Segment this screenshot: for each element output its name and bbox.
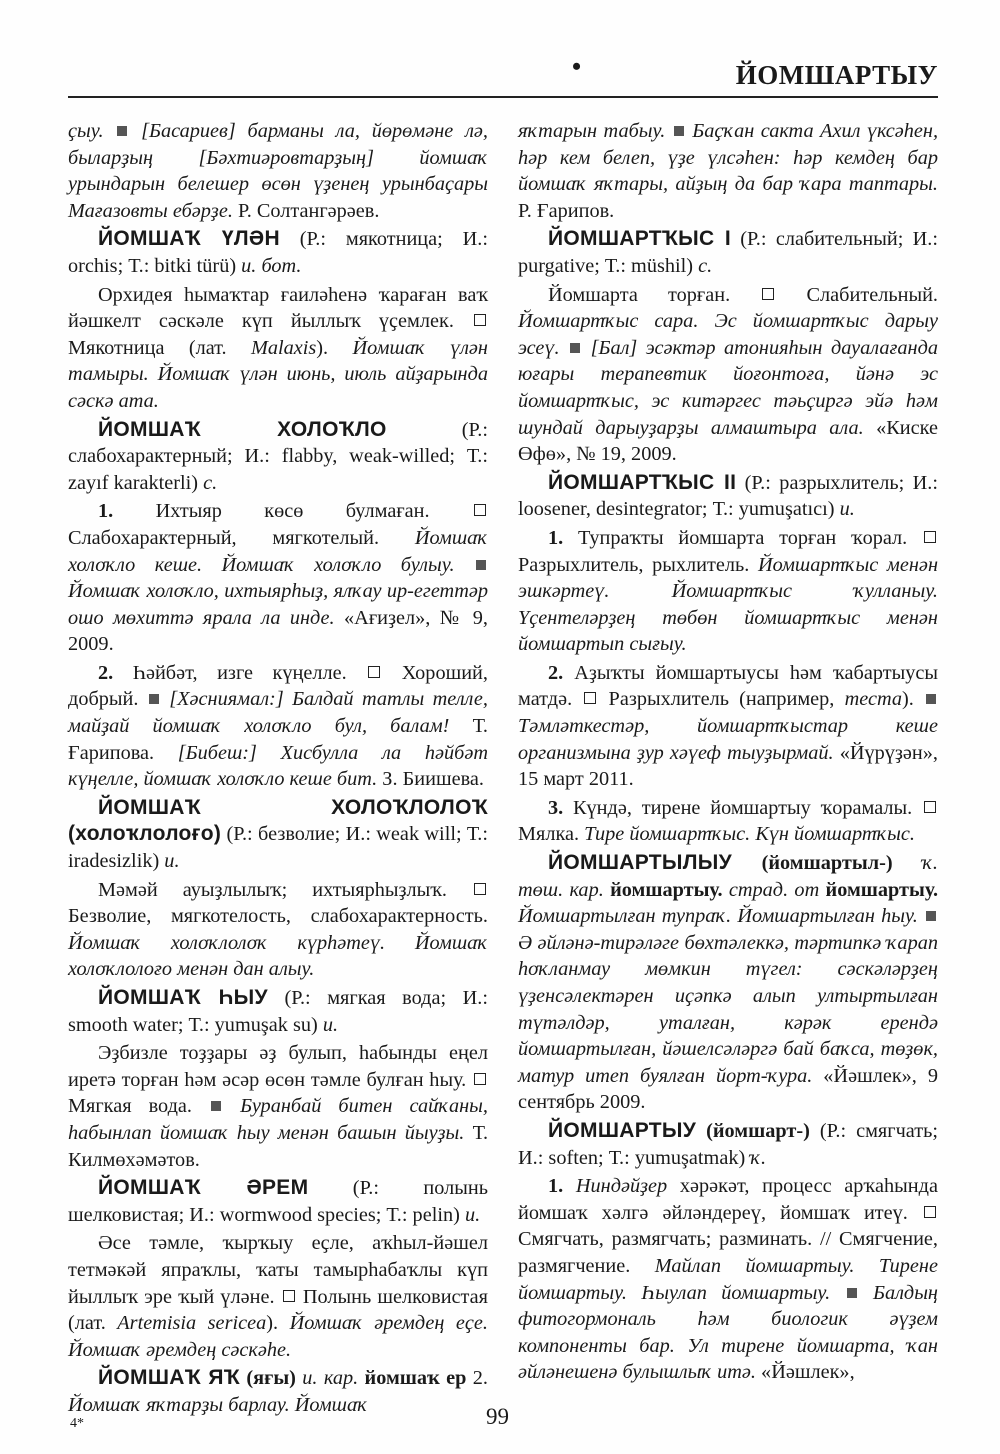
sense-1 xyxy=(518,525,938,658)
russian-equivalent-marker-icon xyxy=(474,883,486,895)
translations: (Р.: мякотница; И.: orchis; Т.: bitki türü) xyxy=(68,228,489,277)
example-text: Йомшаҡ үлән тамыры. Йомшаҡ үлән июнь, июль айҙарында сәскә ата. xyxy=(68,336,488,412)
sense-number: 2. xyxy=(98,661,114,684)
example-marker-icon xyxy=(476,560,486,570)
header-dot: • xyxy=(572,52,582,81)
grammar-label: и. xyxy=(839,498,855,521)
entry-heading xyxy=(518,850,938,1116)
sense-number: 3. xyxy=(548,796,564,819)
grammar-label: и. бот. xyxy=(241,254,302,277)
right-column xyxy=(518,118,938,1388)
russian-equivalent: Хороший, добрый. xyxy=(68,661,488,711)
grammar-label: с. xyxy=(698,254,713,277)
example-text: [Бал] эсәктәр атонияһын дауалағанда юғары терапевтик йоғонтоға, йәнә эс йомшартҡыс, эс китәргес тәьҫиргә эйә һәм шундай дарыуҙарҙы алмаштыра ала. xyxy=(518,336,938,439)
headword-form: (холоҡлолоғо) xyxy=(68,822,222,846)
entry-heading xyxy=(518,470,938,523)
example-text: Йомшартылған тупраҡ. Йомшартылған һыу. xyxy=(518,905,918,928)
headword: ЙОМШАРТҠЫС II xyxy=(548,470,737,494)
example-text: Йомшартҡыс менән эшкәртеү. Йомшартҡыс ҡулланыу. Үҫентеләрҙең төбөн йомшартҡыс менән йомшартып сығыу. xyxy=(518,553,938,656)
headword-form: (йомшартыл-) xyxy=(731,852,923,875)
citation-source: «Киске Өфө», № 19, 2009. xyxy=(518,416,938,466)
headword: ЙОМШАҠ ҺЫУ xyxy=(98,986,268,1009)
example-text: [Хәсниямал:] Балдай татлы телле, майҙай йомшаҡ холоҡло бул, балам! xyxy=(68,688,488,738)
example-text: Майлап йомшартыу. Тирене йомшартыу. Һыулап йомшартыу. xyxy=(518,1254,938,1304)
grammar-label: с. xyxy=(203,471,218,494)
entry-heading xyxy=(518,226,938,279)
example-text: Йомшартҡыс сара. Эс йомшартҡыс дарыу эсеү. xyxy=(518,310,938,359)
example-marker-icon xyxy=(926,911,936,921)
russian-equivalent: Разрыхлитель, рыхлитель. xyxy=(518,553,758,576)
entry-heading xyxy=(68,985,488,1038)
sense-number: 2. xyxy=(548,661,564,684)
russian-equivalent-marker-icon xyxy=(474,314,486,326)
definition-text: Мәмәй ауыҙлылыҡ; ихтыярһыҙлыҡ. xyxy=(98,878,472,901)
headword-form: (яғы) xyxy=(240,1367,303,1390)
sense-2 xyxy=(518,660,938,793)
punctuation: ). xyxy=(316,336,353,359)
signature-mark: 4* xyxy=(70,1416,84,1431)
definition-text: Һәйбәт, изге күңелле. xyxy=(113,661,367,684)
entry-continuation xyxy=(518,118,938,224)
cross-reference: йомшартыу. xyxy=(603,878,723,901)
example-marker-icon xyxy=(211,1101,221,1111)
russian-equivalent-marker-icon xyxy=(474,1073,486,1085)
example-text: яҡтарын табыу. xyxy=(518,120,666,142)
russian-equivalent: Смягчать, размягчать; разминать. // Смягчение, размягчение. xyxy=(518,1228,938,1277)
sense-number: 1. xyxy=(98,500,114,523)
example-text: Йомшаҡ холоҡлолоҡ күрһәтеү. Йомшаҡ холоҡлолоғо менән дан алыу. xyxy=(68,931,488,981)
example-text: ҫыу. xyxy=(68,120,104,142)
russian-equivalent-marker-icon xyxy=(368,666,380,678)
translations: (Р.: полынь шелковистая; И.: wormwood species; Т.: pelin) xyxy=(68,1177,488,1226)
headword: ЙОМШАРТҠЫС I xyxy=(548,227,731,251)
punctuation: ). xyxy=(266,1312,290,1335)
headword: ЙОМШАҠ ӘРЕМ xyxy=(98,1176,309,1200)
example-text: [Бибеш:] Хисбулла ла һәйбәт күңелле, йомшаҡ холоҡло кеше бит. xyxy=(68,741,488,791)
grammar-label: ҡ. төш. кар. xyxy=(518,852,938,901)
grammar-label: и. xyxy=(164,850,180,873)
translations: (Р.: слабительный; И.: purgative; Т.: müshil) xyxy=(518,228,938,277)
page-number: 99 xyxy=(486,1404,509,1429)
definition-text: Орхидея һымаҡтар ғаиләһенә ҡараған ваҡ йәшкелт сәскәле күп йыллыҡ үҫемлек. xyxy=(68,283,488,333)
header-rule xyxy=(68,96,938,98)
citation-source: Т. Килмөхәмәтов. xyxy=(68,1121,489,1171)
example-marker-icon xyxy=(117,126,127,136)
example-marker-icon xyxy=(149,694,159,704)
russian-equivalent-marker-icon xyxy=(584,692,596,704)
left-column xyxy=(68,118,488,1421)
definition-text: Күндә, тирене йомшартыу ҡорамалы. xyxy=(563,796,922,819)
example-marker-icon xyxy=(926,694,936,704)
entry-continuation xyxy=(68,118,488,224)
citation-source: З. Биишева. xyxy=(377,768,484,791)
russian-equivalent: Слабохарактерный, мягкотелый. xyxy=(68,526,415,549)
definition xyxy=(68,1040,488,1173)
example-text: Баҫҡан сакта Ахил үксәһен, һәр кем белеп, үҙе үлсәһен: һәр кемдең бар йомшаҡ яҡтары, айҙың да бар ҡара таптары. xyxy=(518,120,939,196)
cross-reference: йомшартыу. xyxy=(819,878,939,901)
translations: (Р.: безволие; И.: weak will; Т.: iradesizlik) xyxy=(68,823,488,873)
translations: (Р.: разрыхлитель; И.: loosener, desintegrator; Т.: yumuşatıcı) xyxy=(518,471,938,521)
example-text: Йомшаҡ холоҡло кеше. Йомшаҡ холоҡло булыу. xyxy=(68,526,488,576)
definition-text: хәрәкәт, процесс арҡаһында йомшаҡ хәлгә әйләндереү, йомшаҡ итеү. xyxy=(518,1175,938,1224)
entry-heading xyxy=(518,1118,938,1171)
russian-equivalent-marker-icon xyxy=(474,504,486,516)
definition-text: Әсе тәмле, ҡырҡыу еҫле, аҡһыл-йәшел тетмәкәй япраҡлы, ҡаты тамырһабаҡлы күп йыллыҡ эре ҡый үләне. xyxy=(68,1232,488,1308)
citation-source: Т. Ғарипова. xyxy=(68,715,489,764)
example-text: Тире йомшартҡыс. Күн йомшартҡыс. xyxy=(584,823,915,846)
entry-heading xyxy=(68,417,488,497)
citation-source: «Йәшлек», xyxy=(755,1361,855,1384)
citation-source: Р. Солтангәрәев. xyxy=(232,199,380,222)
example-text: Йомшаҡ әремдең еҫе. Йомшаҡ әремдең сәскәһе. xyxy=(68,1312,488,1361)
definition-text: Тупраҡты йомшарта торған ҡорал. xyxy=(563,526,922,549)
example-text: Тәмләткестәр, йомшартҡыстар кеше организмына ҙур хәүеф тыуҙырмай. xyxy=(518,715,938,764)
grammar-label: страд. от xyxy=(722,878,820,901)
sense-1 xyxy=(518,1173,938,1386)
russian-equivalent: Мягкая вода. xyxy=(68,1095,210,1118)
definition-text: Ихтыяр көсө булмаған. xyxy=(113,500,472,523)
definition xyxy=(68,282,488,415)
example-marker-icon xyxy=(570,343,580,353)
example-text: Йомшаҡ яҡтарҙы барлау. Йомшаҡ xyxy=(68,1393,368,1416)
headword-form: (йомшарт-) xyxy=(696,1119,810,1142)
example-text: [Басариев] барманы ла, йөрөмәне лә, быларҙың [Бәхтиәровтарҙың] йомшаҡ урындарын белешер өсөн үҙенең урынбаҫары Мағазовты ебәрҙе. xyxy=(68,120,489,222)
definition xyxy=(68,877,488,983)
grammar-label: и. кар. xyxy=(302,1367,359,1390)
entry-heading xyxy=(68,226,488,279)
punctuation: ). xyxy=(902,688,925,711)
sense-number: 2. xyxy=(466,1367,488,1390)
entry-heading xyxy=(68,795,488,875)
russian-equivalent: Слабительный. xyxy=(776,283,938,306)
russian-equivalent-marker-icon xyxy=(283,1290,295,1302)
headword: ЙОМШАҠ ҮЛӘН xyxy=(98,227,280,251)
entry-heading xyxy=(68,1365,488,1418)
sense-3 xyxy=(518,795,938,848)
russian-equivalent-italic: теста xyxy=(844,688,902,711)
headword: ЙОМШАРТЫЛЫУ xyxy=(548,851,732,875)
grammar-label: и. xyxy=(322,1013,339,1036)
grammar-label: и. xyxy=(464,1203,481,1226)
sense-number: 1. xyxy=(548,526,564,549)
russian-equivalent: Разрыхлитель (например, xyxy=(598,688,845,711)
definition-text: Йомшарта торған. xyxy=(548,283,761,306)
example-text: Ә әйләнә-тирәләге бөхтәлеккә, тәртипкә ҡарап һоҡланмау мөмкин түгел: сәскәләрҙең үҙенсәлектәрен иҫәпкә алып ултыртылған түтәлдәр, уталған, кәрәк ерендә йомшартылған, йәшелсәләргә бай баҡса, төҙөк, матур итеп буялған йорт-ҡура. xyxy=(518,931,938,1087)
entry-heading xyxy=(68,1175,488,1228)
definition-text: Эҙбизле тоҙҙары әҙ булып, һабынды еңел иретә торған һәм әсәр өсөн тәмле булған һыу. xyxy=(68,1042,488,1091)
grammar-label: ҡ. xyxy=(750,1146,767,1169)
headword: ЙОМШАРТЫУ xyxy=(548,1118,697,1142)
definition xyxy=(518,282,938,468)
cross-reference: йомшаҡ ер xyxy=(358,1367,467,1390)
example-marker-icon xyxy=(847,1288,857,1298)
russian-equivalent-marker-icon xyxy=(924,801,936,813)
translations: (Р.: смягчать; И.: soften; Т.: yumuşatmak) xyxy=(518,1119,939,1169)
russian-equivalent: Мялка. xyxy=(518,823,585,846)
headword: ЙОМШАҠ ХОЛОҠЛОЛОҠ xyxy=(98,795,488,819)
definition xyxy=(68,1230,488,1363)
russian-equivalent: Полынь шелковистая (лат. xyxy=(68,1285,488,1335)
latin-name: Artemisia sericea xyxy=(117,1312,267,1335)
sense-1 xyxy=(68,498,488,658)
example-text: Балдың фитогормональ һәм биологик әүҙем компоненты бар. Ул тирене йомшарта, ҡан әйләнешенә булышлыҡ итә. xyxy=(518,1281,938,1384)
citation-source: «Йәшлек», 9 сентябрь 2009. xyxy=(518,1064,938,1114)
definition-text-italic: Ниндәйҙер xyxy=(563,1175,668,1198)
russian-equivalent-marker-icon xyxy=(924,531,936,543)
headword: ЙОМШАҠ ЯҠ xyxy=(98,1366,241,1390)
example-text: Йомшаҡ холоҡло, ихтыярһыҙ, ялҡау ир-егеттәр ошо мөхиттә ярала ла инде. xyxy=(68,580,488,629)
translations: (Р.: слабохарактерный; И.: flabby, weak-willed; Т.: zayıf karakterli) xyxy=(68,418,488,494)
translations: (Р.: мягкая вода; И.: smooth water; Т.: yumuşak su) xyxy=(68,987,488,1036)
example-marker-icon xyxy=(674,126,684,136)
example-text: Буранбай битен сайҡаны, һабынлап йомшаҡ һыу менән башын йыуҙы. xyxy=(68,1095,488,1144)
citation-source: «Ағиҙел», № 9, 2009. xyxy=(68,606,488,656)
sense-2 xyxy=(68,660,488,793)
citation-source: Р. Ғарипов. xyxy=(518,199,615,222)
running-head: ЙОМШАРТЫУ xyxy=(735,60,938,90)
definition-text: Аҙыҡты йомшартыусы һәм ҡабартыусы матдә. xyxy=(518,661,938,711)
russian-equivalent-marker-icon xyxy=(924,1206,936,1218)
russian-equivalent: Безволие, мягкотелость, слабохарактерность. xyxy=(68,905,488,928)
latin-name: Malaxis xyxy=(250,336,317,359)
russian-equivalent: Мякотница (лат. xyxy=(68,336,251,359)
headword: ЙОМШАҠ ХОЛОҠЛО xyxy=(98,417,387,441)
citation-source: «Йүрүҙән», 15 март 2011. xyxy=(518,741,938,791)
sense-number: 1. xyxy=(548,1175,564,1198)
russian-equivalent-marker-icon xyxy=(762,288,774,300)
